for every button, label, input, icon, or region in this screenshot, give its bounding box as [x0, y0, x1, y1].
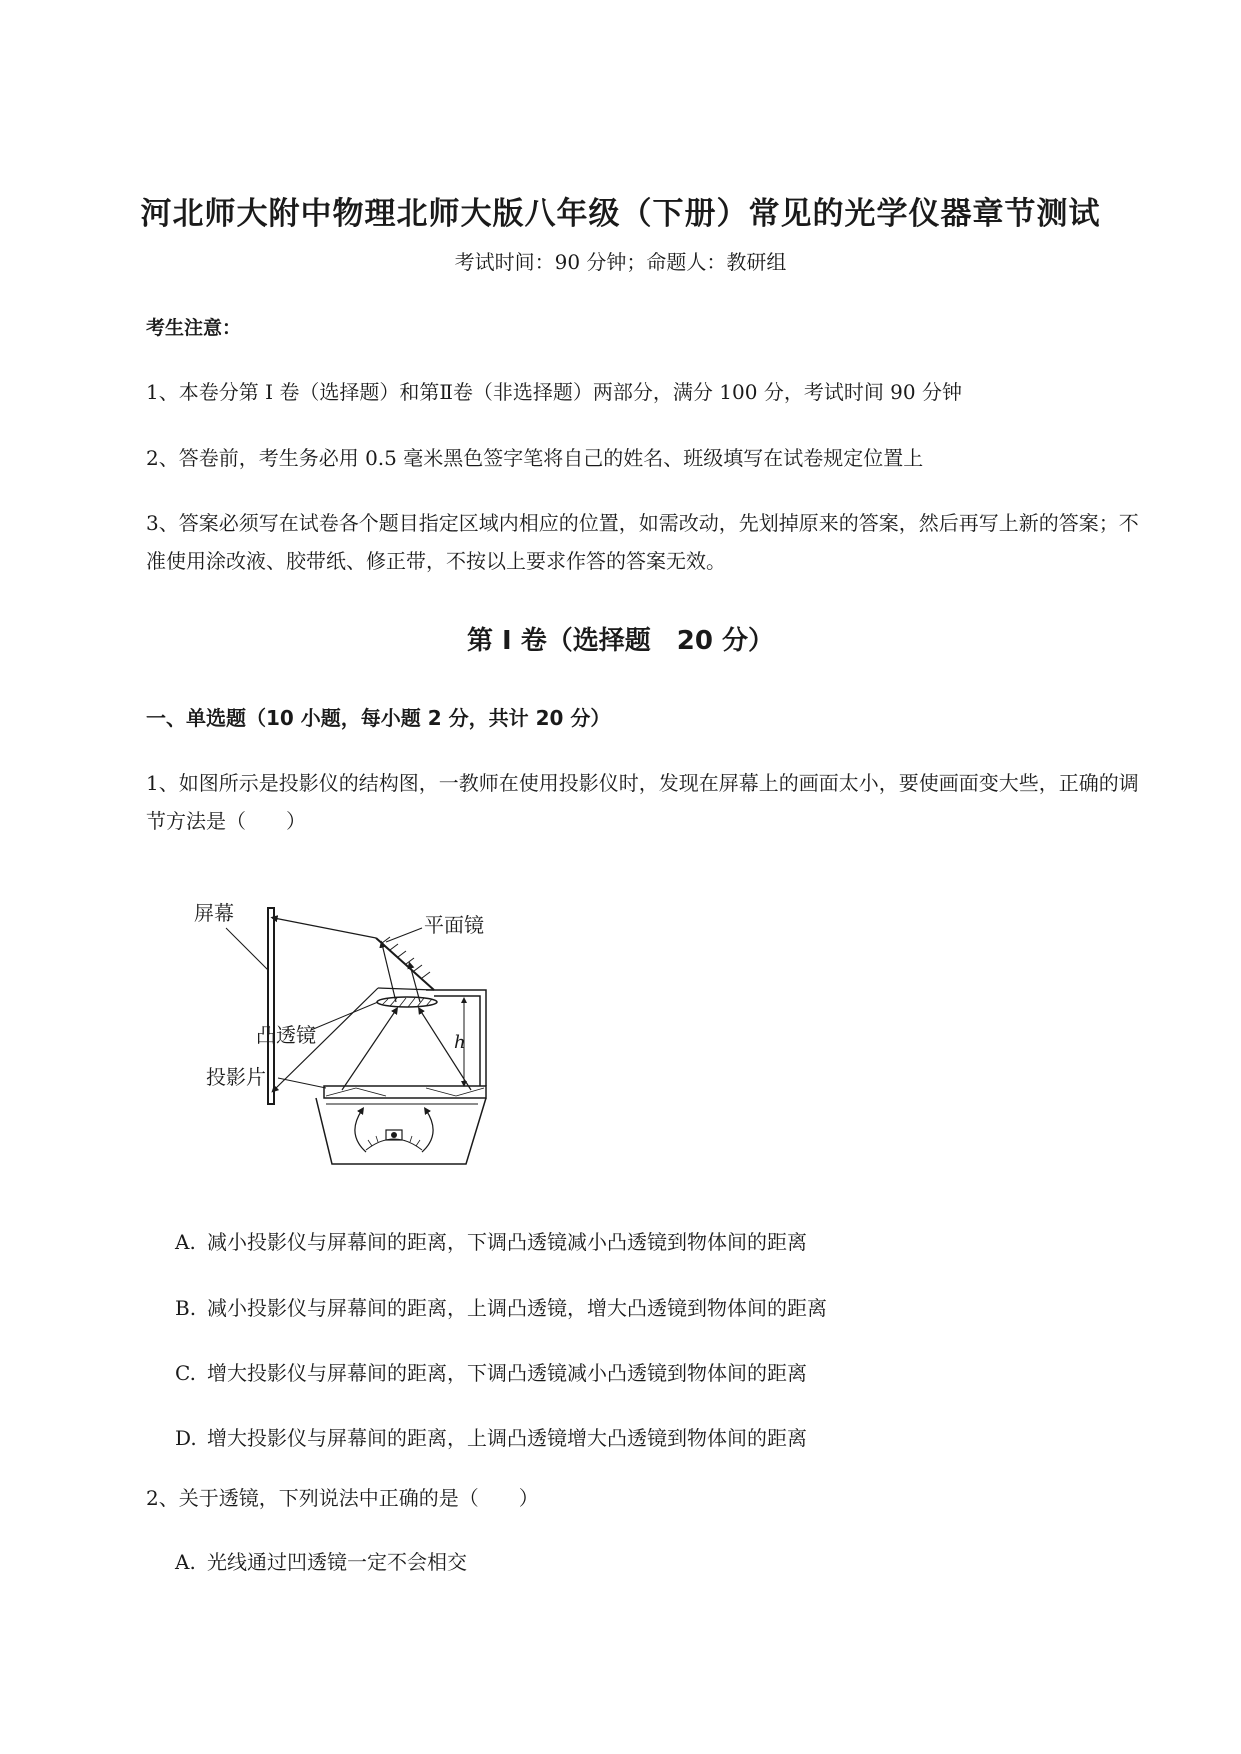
exam-subtitle: 考试时间：90 分钟；命题人：教研组 — [454, 250, 787, 274]
section-title: 第 I 卷（选择题 20 分） — [466, 626, 774, 656]
lamp-icon — [366, 1130, 422, 1150]
projector-diagram-svg — [186, 890, 506, 1180]
option-text: 增大投影仪与屏幕间的距离，下调凸透镜减小凸透镜到物体间的距离 — [207, 1361, 807, 1385]
option-text: 增大投影仪与屏幕间的距离，上调凸透镜增大凸透镜到物体间的距离 — [207, 1426, 807, 1450]
option-letter: A. — [175, 1230, 196, 1254]
question-2-stem: 2、关于透镜，下列说法中正确的是（ ） — [146, 1486, 539, 1510]
notice-item-2: 2、答卷前，考生务必用 0.5 毫米黑色签字笔将自己的姓名、班级填写在试卷规定位置上 — [146, 446, 924, 470]
question-1-option-d[interactable] — [175, 1422, 807, 1451]
option-text: 减小投影仪与屏幕间的距离，下调凸透镜减小凸透镜到物体间的距离 — [207, 1230, 807, 1254]
option-text: 减小投影仪与屏幕间的距离，上调凸透镜，增大凸透镜到物体间的距离 — [207, 1296, 827, 1320]
option-letter: B. — [175, 1296, 197, 1320]
label-mirror: 平面镜 — [424, 913, 484, 937]
question-1-stem: 1、如图所示是投影仪的结构图，一教师在使用投影仪时，发现在屏幕上的画面太小，要使画面变大些，正确的调节方法是（ ） — [146, 771, 1139, 833]
label-height: h — [454, 1032, 466, 1053]
option-letter: D. — [175, 1426, 197, 1450]
option-text: 光线通过凹透镜一定不会相交 — [207, 1550, 467, 1574]
lamp-housing-shape — [316, 1098, 486, 1164]
lens-shape — [377, 997, 437, 1007]
label-screen: 屏幕 — [194, 901, 234, 925]
option-letter: A. — [175, 1550, 196, 1574]
question-group-heading: 一、单选题（10 小题，每小题 2 分，共计 20 分） — [146, 706, 611, 730]
mirror-shape — [376, 938, 434, 990]
question-1-option-b[interactable] — [175, 1292, 827, 1321]
slide-shape — [324, 1086, 486, 1098]
option-letter: C. — [175, 1361, 196, 1385]
question-2-option-a[interactable] — [175, 1546, 467, 1575]
screen-shape — [268, 908, 274, 1104]
notice-item-1: 1、本卷分第 I 卷（选择题）和第Ⅱ卷（非选择题）两部分，满分 100 分，考试时间 90 分钟 — [146, 380, 962, 404]
question-1-option-c[interactable] — [175, 1357, 807, 1386]
label-slide: 投影片 — [206, 1065, 266, 1089]
label-lens: 凸透镜 — [256, 1023, 316, 1047]
notice-item-3: 3、答案必须写在试卷各个题目指定区域内相应的位置，如需改动，先划掉原来的答案，然后再写上新的答案；不准使用涂改液、胶带纸、修正带，不按以上要求作答的答案无效。 — [146, 511, 1139, 573]
exam-title: 河北师大附中物理北师大版八年级（下册）常见的光学仪器章节测试 — [140, 196, 1101, 232]
question-1-option-a[interactable] — [175, 1226, 807, 1255]
notice-heading: 考生注意： — [146, 317, 242, 339]
projector-diagram — [186, 890, 506, 1184]
